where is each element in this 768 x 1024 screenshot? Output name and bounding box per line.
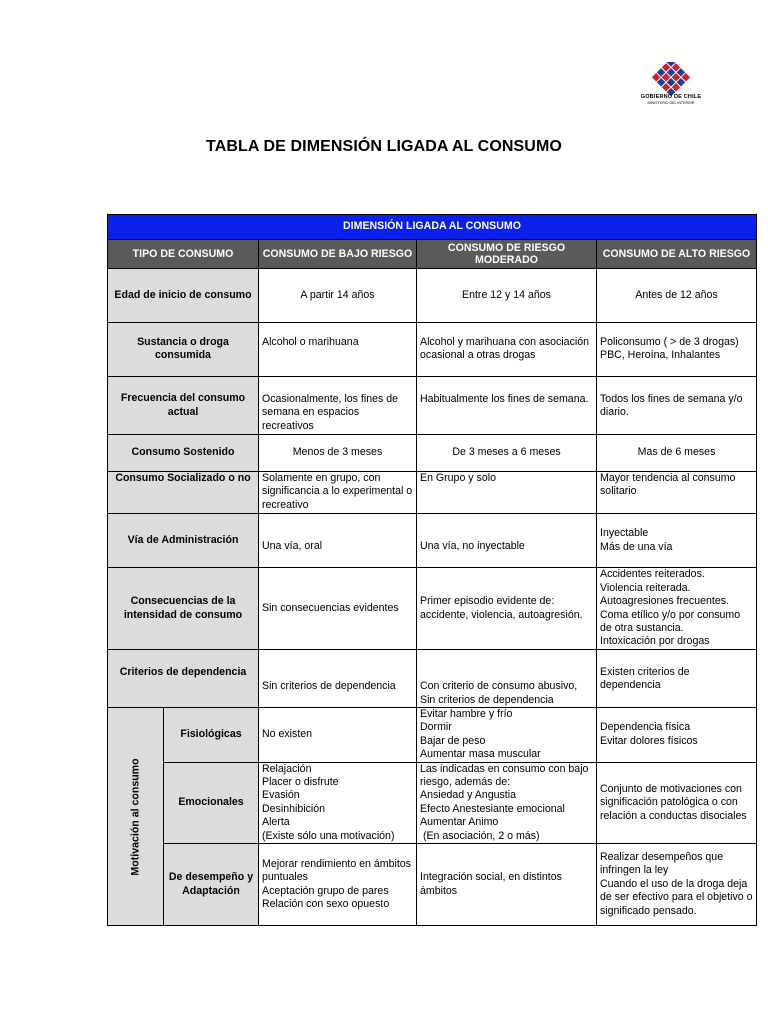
cell-line: Cuando el uso de la droga deja de ser efectivo para el objetivo o significado pensado. xyxy=(600,877,753,917)
cell-bajo: Sin criterios de dependencia xyxy=(259,650,417,708)
cell-line: Realizar desempeños que infringen la ley xyxy=(600,851,724,877)
cell-line: Sin criterios de dependencia xyxy=(420,693,554,706)
cell-line: Efecto Anestesiante emocional xyxy=(420,802,565,815)
row-label: Criterios de dependencia xyxy=(108,650,259,708)
cell-alto xyxy=(597,514,757,568)
cell-line: Autoagresiones frecuentes. xyxy=(600,595,729,608)
cell-line: (En asociación, 2 o más) xyxy=(420,829,540,842)
cell-line: Violencia reiterada. xyxy=(600,581,691,594)
row-label: Consumo Socializado o no xyxy=(108,472,259,514)
row-label: Frecuencia del consumo actual xyxy=(108,377,259,435)
cell-bajo: No existen xyxy=(259,708,417,763)
table-row xyxy=(108,377,757,435)
table-row xyxy=(108,844,757,926)
cell-line: Dependencia física xyxy=(600,721,691,734)
table-row xyxy=(108,472,757,514)
cell-bajo xyxy=(259,844,417,926)
cell-moderado: Integración social, en distintos ámbitos xyxy=(417,844,597,926)
cell-alto: Mayor tendencia al consumo solitario xyxy=(597,472,757,514)
header-alto-riesgo: CONSUMO DE ALTO RIESGO xyxy=(597,240,757,269)
logo-line-1: GOBIERNO DE CHILE xyxy=(640,94,702,100)
cell-line: Relación con sexo opuesto xyxy=(262,897,390,910)
cell-line: Más de una vía xyxy=(600,540,673,553)
gobierno-de-chile-logo xyxy=(632,62,710,120)
cell-line: Evitar dolores físicos xyxy=(600,734,698,747)
header-bajo-riesgo: CONSUMO DE BAJO RIESGO xyxy=(259,240,417,269)
cell-bajo: Alcohol o marihuana xyxy=(259,323,417,377)
cell-line: Dormir xyxy=(420,721,452,734)
row-label: Edad de inicio de consumo xyxy=(108,269,259,323)
cell-moderado: De 3 meses a 6 meses xyxy=(417,435,597,472)
row-label: Consumo Sostenido xyxy=(108,435,259,472)
cell-bajo: Solamente en grupo, con significancia a lo experimental o recreativo xyxy=(259,472,417,514)
cell-line: Desinhibición xyxy=(262,802,326,815)
row-label: Sustancia o droga consumida xyxy=(108,323,259,377)
row-label: Emocionales xyxy=(164,762,259,843)
header-riesgo-moderado: CONSUMO DE RIESGO MODERADO xyxy=(417,240,597,269)
cell-bajo: Sin consecuencias evidentes xyxy=(259,568,417,650)
cell-moderado: Alcohol y marihuana con asociación ocasional a otras drogas xyxy=(417,323,597,377)
cell-line: Las indicadas en consumo con bajo riesgo, además de: xyxy=(420,762,589,789)
cell-line: Aceptación grupo de pares xyxy=(262,884,389,897)
cell-line: Evitar hambre y frío xyxy=(420,708,513,720)
cell-moderado xyxy=(417,762,597,843)
cell-line: Inyectable xyxy=(600,527,649,540)
cell-moderado: Una vía, no inyectable xyxy=(417,514,597,568)
cell-bajo: Una vía, oral xyxy=(259,514,417,568)
row-label: Fisiológicas xyxy=(164,708,259,763)
motivation-group-label: Motivación al consumo xyxy=(128,757,141,876)
table-banner: DIMENSIÓN LIGADA AL CONSUMO xyxy=(108,215,757,240)
chile-diamond-logo-icon xyxy=(632,62,710,96)
motivation-group-label-cell xyxy=(108,708,164,926)
cell-line: Coma etílico y/o por consumo de otra sustancia. xyxy=(600,608,741,634)
cell-bajo: Ocasionalmente, los fines de semana en espacios recreativos xyxy=(259,377,417,435)
table-row xyxy=(108,269,757,323)
cell-line: Accidentes reiterados. xyxy=(600,568,705,581)
cell-line: Intoxicación por drogas xyxy=(600,635,710,648)
cell-line: Aumentar Animo xyxy=(420,816,499,829)
row-label: Consecuencias de la intensidad de consumo xyxy=(108,568,259,650)
cell-bajo: A partir 14 años xyxy=(259,269,417,323)
cell-line: Relajación xyxy=(262,762,312,775)
cell-alto xyxy=(597,568,757,650)
cell-alto xyxy=(597,708,757,763)
consumption-dimension-table xyxy=(107,214,757,926)
cell-alto: Conjunto de motivaciones con significación patológica o con relación a conductas disociales xyxy=(597,762,757,843)
cell-line: Con criterio de consumo abusivo, xyxy=(420,680,578,693)
table-row xyxy=(108,514,757,568)
cell-bajo: Menos de 3 meses xyxy=(259,435,417,472)
cell-moderado: En Grupo y solo xyxy=(417,472,597,514)
table-row xyxy=(108,762,757,843)
cell-alto: Policonsumo ( > de 3 drogas) PBC, Heroína, Inhalantes xyxy=(597,323,757,377)
cell-alto: Existen criterios de dependencia xyxy=(597,650,757,708)
cell-alto: Antes de 12 años xyxy=(597,269,757,323)
page-title: TABLA DE DIMENSIÓN LIGADA AL CONSUMO xyxy=(206,138,562,155)
cell-alto xyxy=(597,844,757,926)
cell-alto: Todos los fines de semana y/o diario. xyxy=(597,377,757,435)
cell-moderado: Entre 12 y 14 años xyxy=(417,269,597,323)
table-row xyxy=(108,650,757,708)
cell-moderado: Habitualmente los fines de semana. xyxy=(417,377,597,435)
row-label: De desempeño y Adaptación xyxy=(164,844,259,926)
cell-bajo xyxy=(259,762,417,843)
cell-moderado xyxy=(417,650,597,708)
cell-line: Bajar de peso xyxy=(420,734,486,747)
table-row xyxy=(108,708,757,763)
row-label: Vía de Administración xyxy=(108,514,259,568)
cell-line: Aumentar masa muscular xyxy=(420,748,541,761)
cell-line: Placer o disfrute xyxy=(262,776,339,789)
cell-line: Alerta xyxy=(262,816,290,829)
table-row xyxy=(108,435,757,472)
cell-line: Ansiedad y Angustia xyxy=(420,789,517,802)
logo-line-2: MINISTERIO DEL INTERIOR xyxy=(647,100,695,105)
cell-moderado: Primer episodio evidente de: accidente, violencia, autoagresión. xyxy=(417,568,597,650)
cell-moderado xyxy=(417,708,597,763)
cell-line: Mejorar rendimiento en ámbitos puntuales xyxy=(262,857,411,884)
table-row xyxy=(108,568,757,650)
cell-line: (Existe sólo una motivación) xyxy=(262,829,395,842)
header-tipo-consumo: TIPO DE CONSUMO xyxy=(108,240,259,269)
cell-alto: Mas de 6 meses xyxy=(597,435,757,472)
table-row xyxy=(108,323,757,377)
cell-line: Evasión xyxy=(262,789,300,802)
